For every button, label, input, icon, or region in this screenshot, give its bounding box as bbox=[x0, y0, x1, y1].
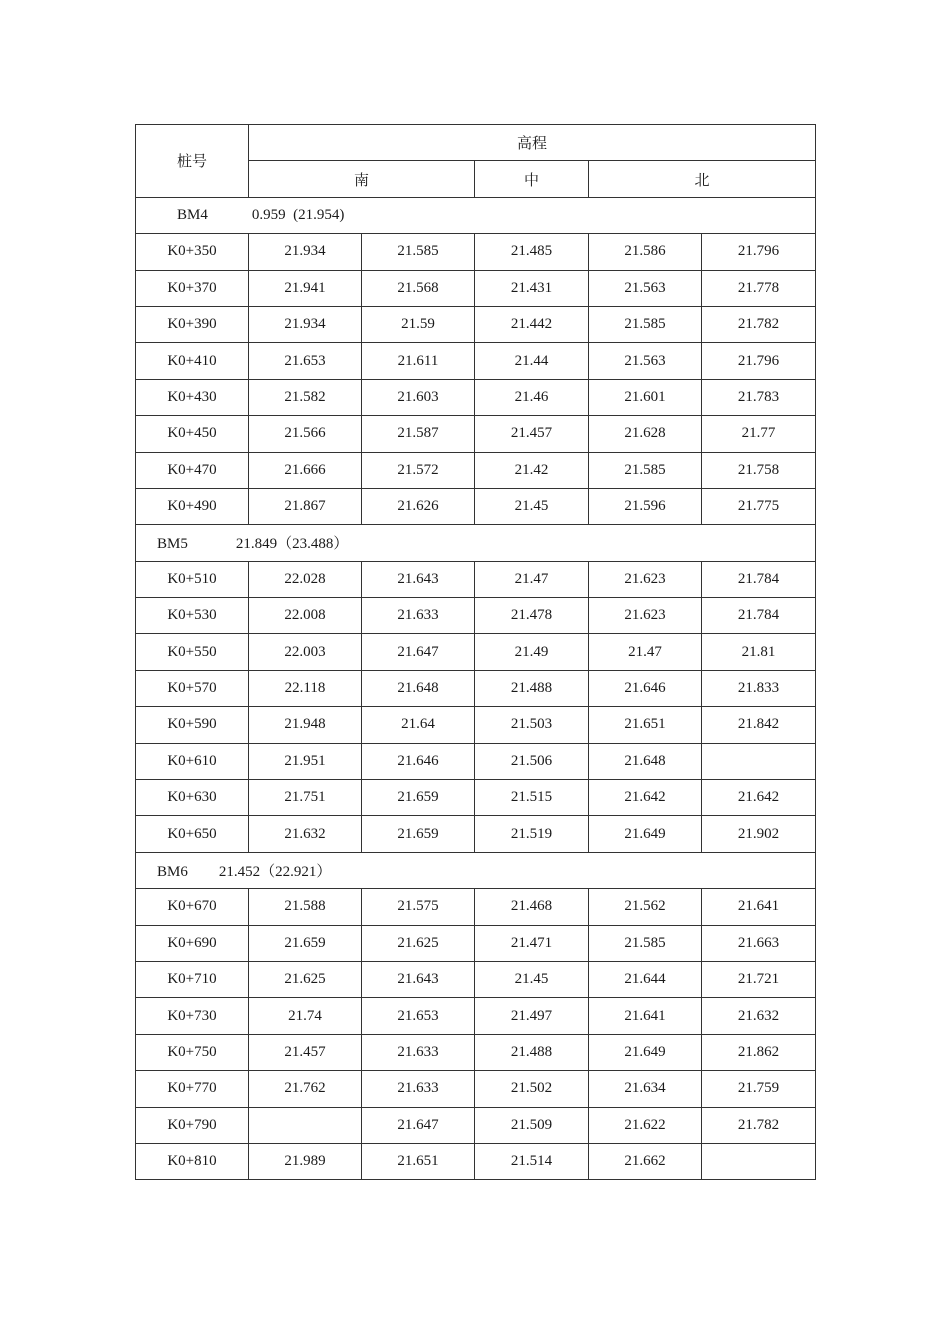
elevation-cell: 21.796 bbox=[702, 343, 816, 379]
pile-number-cell: K0+550 bbox=[136, 634, 249, 670]
elevation-cell: 21.632 bbox=[249, 816, 362, 852]
elevation-cell: 21.796 bbox=[702, 234, 816, 270]
pile-number-cell: K0+650 bbox=[136, 816, 249, 852]
elevation-cell: 21.842 bbox=[702, 707, 816, 743]
elevation-cell: 21.989 bbox=[249, 1143, 362, 1179]
elevation-cell: 21.623 bbox=[589, 561, 702, 597]
pile-number-cell: K0+590 bbox=[136, 707, 249, 743]
table-row bbox=[136, 343, 816, 379]
elevation-cell: 21.81 bbox=[702, 634, 816, 670]
elevation-cell: 21.941 bbox=[249, 270, 362, 306]
elevation-cell: 21.603 bbox=[362, 379, 475, 415]
benchmark-label: BM6 bbox=[157, 864, 188, 880]
elevation-cell: 21.566 bbox=[249, 416, 362, 452]
elevation-cell: 21.601 bbox=[589, 379, 702, 415]
benchmark-value: 0.959 (21.954) bbox=[251, 206, 345, 223]
pile-number-cell: K0+410 bbox=[136, 343, 249, 379]
elevation-cell: 21.582 bbox=[249, 379, 362, 415]
elevation-cell: 21.509 bbox=[475, 1107, 589, 1143]
elevation-cell: 22.003 bbox=[249, 634, 362, 670]
elevation-cell: 21.45 bbox=[475, 961, 589, 997]
elevation-cell: 21.648 bbox=[362, 670, 475, 706]
elevation-cell: 21.47 bbox=[475, 561, 589, 597]
elevation-cell: 21.563 bbox=[589, 270, 702, 306]
elevation-cell: 21.64 bbox=[362, 707, 475, 743]
elevation-cell: 21.633 bbox=[362, 1034, 475, 1070]
elevation-cell bbox=[702, 743, 816, 779]
benchmark-cell bbox=[136, 197, 816, 233]
benchmark-row bbox=[136, 197, 816, 233]
elevation-cell: 21.497 bbox=[475, 998, 589, 1034]
table-row bbox=[136, 234, 816, 270]
pile-number-cell: K0+510 bbox=[136, 561, 249, 597]
elevation-cell: 21.721 bbox=[702, 961, 816, 997]
elevation-cell: 21.588 bbox=[249, 889, 362, 925]
elevation-cell: 21.662 bbox=[589, 1143, 702, 1179]
benchmark-label: BM4 bbox=[177, 206, 208, 223]
elevation-cell: 21.586 bbox=[589, 234, 702, 270]
elevation-cell: 21.867 bbox=[249, 488, 362, 524]
elevation-cell: 21.784 bbox=[702, 561, 816, 597]
elevation-cell: 21.596 bbox=[589, 488, 702, 524]
elevation-cell: 21.648 bbox=[589, 743, 702, 779]
elevation-cell: 21.563 bbox=[589, 343, 702, 379]
table-row bbox=[136, 743, 816, 779]
pile-number-cell: K0+770 bbox=[136, 1071, 249, 1107]
elevation-cell: 21.49 bbox=[475, 634, 589, 670]
elevation-cell: 21.506 bbox=[475, 743, 589, 779]
elevation-cell: 21.643 bbox=[362, 561, 475, 597]
pile-number-cell: K0+750 bbox=[136, 1034, 249, 1070]
pile-number-cell: K0+350 bbox=[136, 234, 249, 270]
table-row bbox=[136, 961, 816, 997]
pile-number-cell: K0+730 bbox=[136, 998, 249, 1034]
elevation-header: 高程 bbox=[249, 125, 816, 161]
elevation-cell: 21.634 bbox=[589, 1071, 702, 1107]
elevation-cell: 21.646 bbox=[362, 743, 475, 779]
elevation-cell: 21.44 bbox=[475, 343, 589, 379]
south-header: 南 bbox=[249, 161, 475, 197]
elevation-cell: 21.659 bbox=[249, 925, 362, 961]
elevation-cell: 21.653 bbox=[362, 998, 475, 1034]
elevation-cell: 22.028 bbox=[249, 561, 362, 597]
elevation-cell: 21.649 bbox=[589, 1034, 702, 1070]
elevation-cell: 21.47 bbox=[589, 634, 702, 670]
elevation-cell: 21.442 bbox=[475, 306, 589, 342]
elevation-cell: 21.644 bbox=[589, 961, 702, 997]
benchmark-row bbox=[136, 852, 816, 888]
elevation-cell: 21.651 bbox=[589, 707, 702, 743]
pile-number-cell: K0+370 bbox=[136, 270, 249, 306]
benchmark-row bbox=[136, 525, 816, 561]
elevation-cell: 21.782 bbox=[702, 306, 816, 342]
table-row bbox=[136, 270, 816, 306]
benchmark-value: 21.849（23.488） bbox=[235, 536, 349, 553]
elevation-cell: 21.471 bbox=[475, 925, 589, 961]
elevation-cell: 21.647 bbox=[362, 1107, 475, 1143]
elevation-cell: 21.626 bbox=[362, 488, 475, 524]
elevation-cell: 21.468 bbox=[475, 889, 589, 925]
benchmark-cell bbox=[136, 525, 816, 561]
elevation-cell: 21.585 bbox=[589, 925, 702, 961]
elevation-cell: 21.485 bbox=[475, 234, 589, 270]
elevation-cell: 21.659 bbox=[362, 780, 475, 816]
elevation-cell: 21.519 bbox=[475, 816, 589, 852]
elevation-cell: 21.641 bbox=[589, 998, 702, 1034]
table-row bbox=[136, 452, 816, 488]
elevation-cell: 21.646 bbox=[589, 670, 702, 706]
elevation-cell: 21.775 bbox=[702, 488, 816, 524]
elevation-cell: 21.622 bbox=[589, 1107, 702, 1143]
elevation-cell: 21.502 bbox=[475, 1071, 589, 1107]
elevation-cell: 21.503 bbox=[475, 707, 589, 743]
elevation-cell: 21.951 bbox=[249, 743, 362, 779]
elevation-cell: 21.751 bbox=[249, 780, 362, 816]
elevation-cell: 21.758 bbox=[702, 452, 816, 488]
pile-number-cell: K0+710 bbox=[136, 961, 249, 997]
middle-header: 中 bbox=[475, 161, 589, 197]
pile-number-cell: K0+790 bbox=[136, 1107, 249, 1143]
elevation-cell: 21.585 bbox=[589, 306, 702, 342]
table-row bbox=[136, 1034, 816, 1070]
elevation-cell: 21.653 bbox=[249, 343, 362, 379]
elevation-cell: 21.457 bbox=[475, 416, 589, 452]
elevation-cell: 22.118 bbox=[249, 670, 362, 706]
elevation-cell: 21.649 bbox=[589, 816, 702, 852]
pile-number-cell: K0+690 bbox=[136, 925, 249, 961]
elevation-cell: 21.666 bbox=[249, 452, 362, 488]
elevation-cell: 21.515 bbox=[475, 780, 589, 816]
elevation-cell: 21.948 bbox=[249, 707, 362, 743]
elevation-cell: 21.42 bbox=[475, 452, 589, 488]
elevation-cell: 21.45 bbox=[475, 488, 589, 524]
pile-number-cell: K0+630 bbox=[136, 780, 249, 816]
elevation-cell: 21.488 bbox=[475, 1034, 589, 1070]
table-row bbox=[136, 488, 816, 524]
elevation-cell: 21.833 bbox=[702, 670, 816, 706]
elevation-cell: 21.457 bbox=[249, 1034, 362, 1070]
elevation-cell bbox=[702, 1143, 816, 1179]
elevation-cell: 21.572 bbox=[362, 452, 475, 488]
pile-number-cell: K0+610 bbox=[136, 743, 249, 779]
elevation-cell: 21.625 bbox=[362, 925, 475, 961]
pile-number-cell: K0+430 bbox=[136, 379, 249, 415]
table-row bbox=[136, 1107, 816, 1143]
elevation-cell: 21.902 bbox=[702, 816, 816, 852]
elevation-cell bbox=[249, 1107, 362, 1143]
benchmark-value: 21.452（22.921） bbox=[218, 864, 332, 880]
elevation-cell: 21.642 bbox=[702, 780, 816, 816]
table-row bbox=[136, 1143, 816, 1179]
pile-number-cell: K0+450 bbox=[136, 416, 249, 452]
table-row bbox=[136, 707, 816, 743]
elevation-cell: 21.585 bbox=[589, 452, 702, 488]
table-row bbox=[136, 561, 816, 597]
pile-number-cell: K0+810 bbox=[136, 1143, 249, 1179]
elevation-cell: 22.008 bbox=[249, 598, 362, 634]
table-body bbox=[136, 125, 816, 1180]
elevation-cell: 21.625 bbox=[249, 961, 362, 997]
pile-number-cell: K0+490 bbox=[136, 488, 249, 524]
table-row bbox=[136, 780, 816, 816]
elevation-cell: 21.633 bbox=[362, 598, 475, 634]
pile-number-cell: K0+570 bbox=[136, 670, 249, 706]
table-row bbox=[136, 379, 816, 415]
elevation-cell: 21.46 bbox=[475, 379, 589, 415]
elevation-cell: 21.575 bbox=[362, 889, 475, 925]
elevation-cell: 21.514 bbox=[475, 1143, 589, 1179]
north-header: 北 bbox=[589, 161, 816, 197]
elevation-cell: 21.628 bbox=[589, 416, 702, 452]
elevation-cell: 21.562 bbox=[589, 889, 702, 925]
pile-number-cell: K0+530 bbox=[136, 598, 249, 634]
table-row bbox=[136, 670, 816, 706]
table-row bbox=[136, 998, 816, 1034]
elevation-cell: 21.59 bbox=[362, 306, 475, 342]
pile-number-cell: K0+670 bbox=[136, 889, 249, 925]
elevation-cell: 21.633 bbox=[362, 1071, 475, 1107]
elevation-cell: 21.641 bbox=[702, 889, 816, 925]
header-row-top bbox=[136, 125, 816, 161]
table-row bbox=[136, 416, 816, 452]
elevation-cell: 21.642 bbox=[589, 780, 702, 816]
elevation-cell: 21.77 bbox=[702, 416, 816, 452]
table-row bbox=[136, 634, 816, 670]
elevation-cell: 21.585 bbox=[362, 234, 475, 270]
elevation-cell: 21.611 bbox=[362, 343, 475, 379]
elevation-cell: 21.431 bbox=[475, 270, 589, 306]
benchmark-label: BM5 bbox=[157, 536, 188, 553]
elevation-cell: 21.643 bbox=[362, 961, 475, 997]
elevation-cell: 21.488 bbox=[475, 670, 589, 706]
elevation-cell: 21.663 bbox=[702, 925, 816, 961]
elevation-cell: 21.759 bbox=[702, 1071, 816, 1107]
elevation-cell: 21.934 bbox=[249, 234, 362, 270]
elevation-cell: 21.74 bbox=[249, 998, 362, 1034]
elevation-table bbox=[135, 124, 816, 1180]
elevation-cell: 21.784 bbox=[702, 598, 816, 634]
benchmark-cell bbox=[136, 852, 816, 888]
elevation-cell: 21.478 bbox=[475, 598, 589, 634]
elevation-cell: 21.568 bbox=[362, 270, 475, 306]
elevation-cell: 21.783 bbox=[702, 379, 816, 415]
elevation-cell: 21.659 bbox=[362, 816, 475, 852]
elevation-cell: 21.762 bbox=[249, 1071, 362, 1107]
elevation-cell: 21.647 bbox=[362, 634, 475, 670]
table-row bbox=[136, 598, 816, 634]
pile-number-cell: K0+390 bbox=[136, 306, 249, 342]
elevation-cell: 21.934 bbox=[249, 306, 362, 342]
elevation-cell: 21.782 bbox=[702, 1107, 816, 1143]
elevation-cell: 21.587 bbox=[362, 416, 475, 452]
elevation-cell: 21.651 bbox=[362, 1143, 475, 1179]
table-row bbox=[136, 889, 816, 925]
elevation-cell: 21.632 bbox=[702, 998, 816, 1034]
pile-header: 桩号 bbox=[136, 125, 249, 198]
elevation-cell: 21.862 bbox=[702, 1034, 816, 1070]
table-row bbox=[136, 816, 816, 852]
table-row bbox=[136, 1071, 816, 1107]
pile-number-cell: K0+470 bbox=[136, 452, 249, 488]
table-row bbox=[136, 925, 816, 961]
table-row bbox=[136, 306, 816, 342]
elevation-cell: 21.623 bbox=[589, 598, 702, 634]
elevation-cell: 21.778 bbox=[702, 270, 816, 306]
